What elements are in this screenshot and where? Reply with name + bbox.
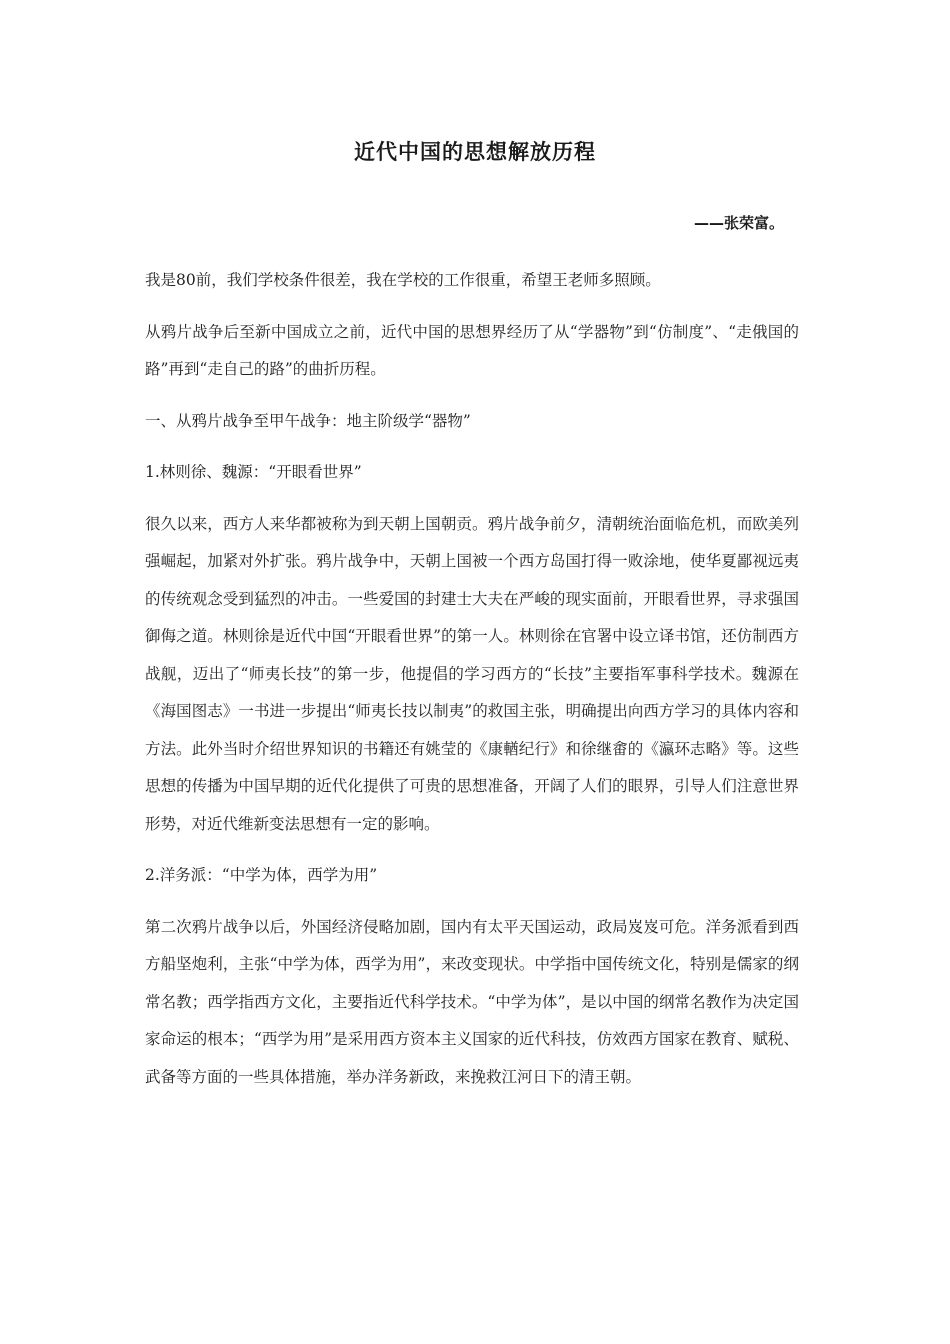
document-title: 近代中国的思想解放历程 xyxy=(354,140,596,164)
paragraph-intro: 我是80前，我们学校条件很差，我在学校的工作很重，希望王老师多照顾。 xyxy=(145,271,661,289)
paragraph-overview: 从鸦片战争后至新中国成立之前，近代中国的思想界经历了从“学器物”到“仿制度”、“走俄国的路”再到“走自己的路”的曲折历程。 xyxy=(145,322,799,378)
paragraph-lin-wei: 很久以来，西方人来华都被称为到天朝上国朝贡。鸦片战争前夕，清朝统治面临危机，而欧美列强崛起，加紧对外扩张。鸦片战争中，天朝上国被一个西方岛国打得一败涂地，使华夏鄙视远夷的传统观念受到猛烈的冲击。一些爱国的封建士大夫在严峻的现实面前，开眼看世界，寻求强国御侮之道。林则徐是近代中国“开眼看世界”的第一人。林则徐在官署中设立译书馆，还仿制西方战舰，迈出了“师夷长技”的第一步，他提倡的学习西方的“长技”主要指军事科学技术。魏源在《海国图志》一书进一步提出“师夷长技以制夷”的救国主张，明确提出向西方学习的具体内容和方法。此外当时介绍世界知识的书籍还有姚莹的《康輶纪行》和徐继畬的《瀛环志略》等。这些思想的传播为中国早期的近代化提供了可贵的思想准备，开阔了人们的眼界，引导人们注意世界形势，对近代维新变法思想有一定的影响。 xyxy=(145,514,799,833)
paragraph-yangwu: 第二次鸦片战争以后，外国经济侵略加剧，国内有太平天国运动，政局岌岌可危。洋务派看到西方船坚炮利，主张“中学为体，西学为用”，来改变现状。中学指中国传统文化，特别是儒家的纲常名教；西学指西方文化，主要指近代科学技术。“中学为体”，是以中国的纲常名教作为决定国家命运的根本；“西学为用”是采用西方资本主义国家的近代科技，仿效西方国家在教育、赋税、武备等方面的一些具体措施，举办洋务新政，来挽救江河日下的清王朝。 xyxy=(145,917,799,1086)
document-author: ——张荣富。 xyxy=(693,214,784,232)
subsection-heading-2: 2.洋务派：“中学为体，西学为用” xyxy=(145,866,378,884)
subsection-heading-1: 1.林则徐、魏源：“开眼看世界” xyxy=(145,463,362,481)
document-body xyxy=(145,262,799,1110)
section-heading-1: 一、从鸦片战争至甲午战争：地主阶级学“器物” xyxy=(145,411,471,430)
